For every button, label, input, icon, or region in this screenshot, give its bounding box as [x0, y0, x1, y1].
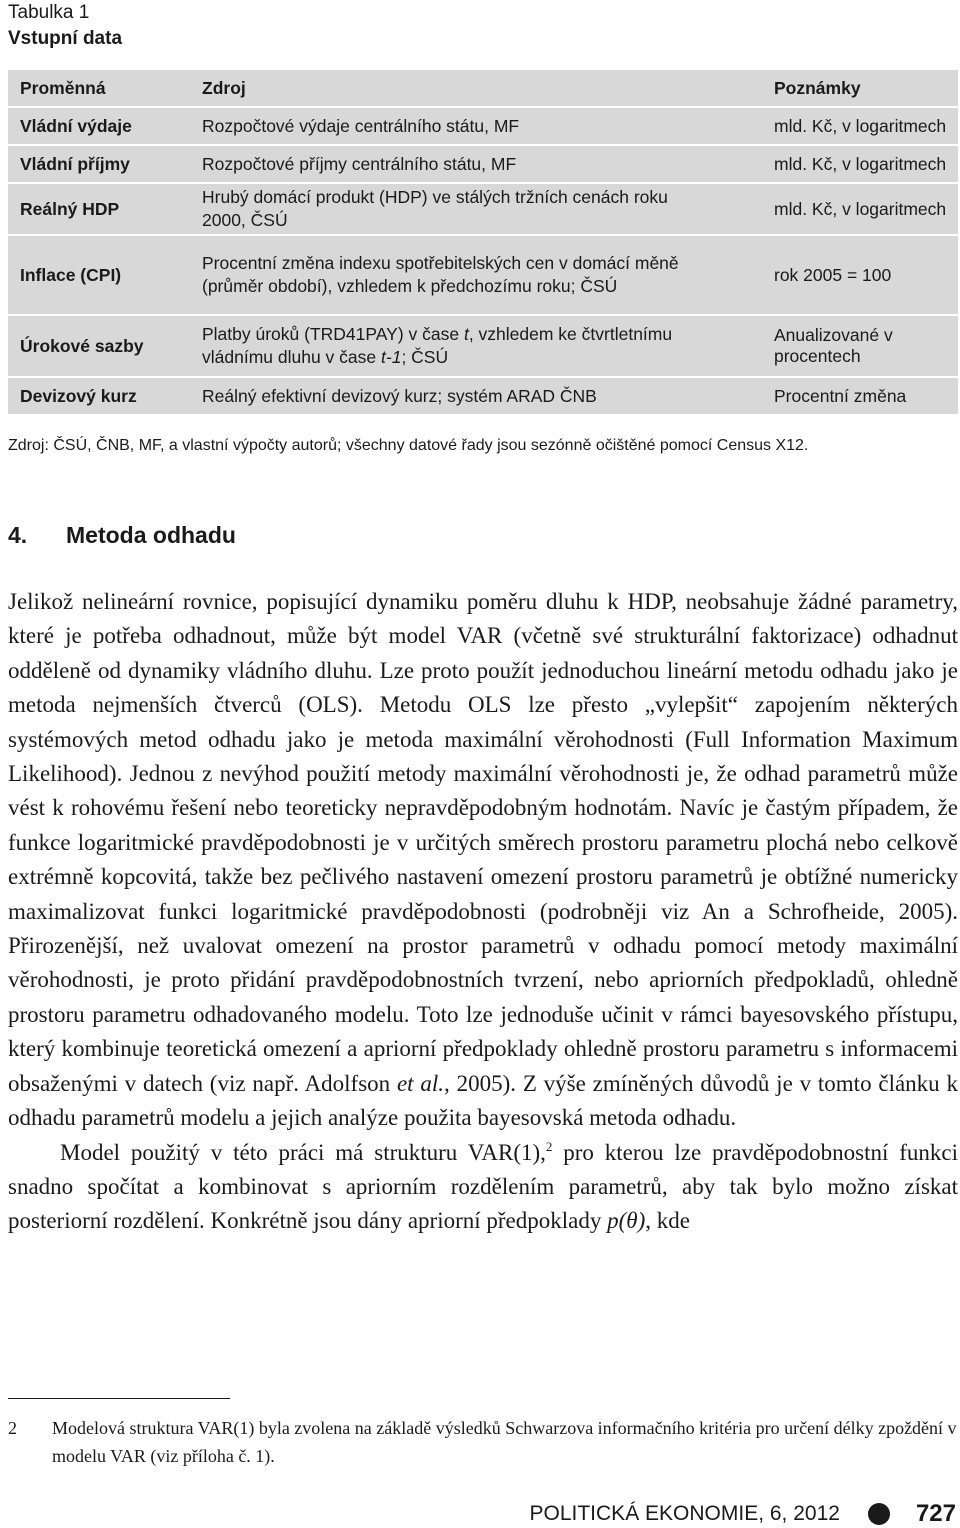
footnote-reference[interactable]: 2: [545, 1138, 553, 1154]
italic-text: et al.: [396, 1070, 445, 1096]
source-text: Platby úroků (TRD41PAY) v čase: [202, 324, 464, 344]
data-table: [8, 70, 958, 416]
running-footer: [530, 1500, 957, 1528]
paragraph-text: , kde: [645, 1208, 690, 1234]
footnote: [8, 1414, 958, 1470]
note-cell: Anualizované v procentech: [762, 315, 958, 377]
note-cell: mld. Kč, v logaritmech: [762, 183, 958, 235]
source-text: ; ČSÚ: [401, 347, 449, 367]
paragraph: [8, 1136, 958, 1239]
time-symbol: t: [463, 324, 469, 344]
journal-name: POLITICKÁ EKONOMIE, 6, 2012: [529, 1502, 840, 1525]
footnote-number: 2: [8, 1418, 17, 1438]
note-cell: rok 2005 = 100: [762, 235, 958, 315]
header-variable: Proměnná: [8, 70, 192, 107]
variable-cell: Vládní příjmy: [8, 145, 192, 183]
paragraph-text: , 2005). Z výše zmíněných důvodů je v tomto článku k odhadu parametrů modelu a jejich analýze použita bayesovská metoda odhadu.: [8, 1070, 958, 1131]
paragraph-text: pro kterou lze pravděpodobnostní funkci snadno spočítat a kombinovat s apriorním rozdělením parametrů, aby tak bylo možno získat posteriorní rozdělení. Konkrétně jsou dány apriorní předpoklady: [8, 1139, 958, 1234]
table-caption: [8, 0, 122, 52]
page-number: 727: [915, 1500, 956, 1527]
body-text: [8, 585, 958, 1239]
source-cell: Rozpočtové výdaje centrálního státu, MF: [192, 107, 762, 145]
variable-cell: Reálný HDP: [8, 183, 192, 235]
math-expression: p(θ): [607, 1208, 646, 1234]
time-symbol: t-1: [381, 347, 402, 367]
paragraph-text: Jelikož nelineární rovnice, popisující dynamiku poměru dluhu k HDP, neobsahuje žádné parametry, které je potřeba odhadnout, může být model VAR (včetně své strukturální faktorizace) odhadnut odděleně od dynamiky vládního dluhu. Lze proto použít jednoduchou lineární metodu odhadu jako je metoda nejmenších čtverců (OLS). Metodu OLS lze přesto „vylepšit“ zapojením některých systémových metod odhadu jako je metoda maximální věrohodnosti (Full Information Maximum Likelihood). Jednou z nevýhod použití metody maximální věrohodnosti je, že odhad parametrů může vést k rohovému řešení nebo teoreticky nepravděpodobným hodnotám. Navíc je častým případem, že funkce logaritmické pravděpodobnosti je v určitých směrech prostoru parametru plochá nebo celkově extrémně kopcovitá, takže bez pečlivého nastavení omezení prostoru parametrů je obtížné numericky maximalizovat funkci logaritmické pravděpodobnosti (podrobněji viz An a Schrofheide, 2005). Přirozenější, než uvalovat omezení na prostor parametrů v odhadu pomocí metody maximální věrohodnosti, je proto přidání pravděpodobnostních tvrzení, nebo apriorních předpokladů, ohledně prostoru parametru odhadovaného modelu. Toto lze jednoduše učinit v rámci bayesovského přístupu, který kombinuje teoretická omezení a apriorní předpoklady ohledně prostoru parametru s informacemi obsaženými v datech (viz např. Adolfson: [8, 589, 958, 1096]
note-cell: mld. Kč, v logaritmech: [762, 145, 958, 183]
source-cell: Rozpočtové příjmy centrálního státu, MF: [192, 145, 762, 183]
table-title: Vstupní data: [8, 28, 123, 49]
variable-cell: Vládní výdaje: [8, 107, 192, 145]
source-cell: Reálný efektivní devizový kurz; systém ARAD ČNB: [192, 377, 762, 415]
source-cell: Procentní změna indexu spotřebitelských cen v domácí měně (průměr období), vzhledem k předchozímu roku; ČSÚ: [192, 235, 762, 315]
table-row: [8, 235, 958, 315]
table-row: [8, 107, 958, 145]
source-cell: Hrubý domácí produkt (HDP) ve stálých tržních cenách roku 2000, ČSÚ: [192, 183, 762, 235]
source-text: , vzhledem ke čtvrtletnímu vládnímu dluhu v čase: [202, 324, 673, 367]
table-row: [8, 183, 958, 235]
table-row: [8, 315, 958, 377]
table-row: [8, 377, 958, 415]
header-source: Zdroj: [192, 70, 762, 107]
header-notes: Poznámky: [762, 70, 958, 107]
variable-cell: Úrokové sazby: [8, 315, 192, 377]
note-cell: Procentní změna: [762, 377, 958, 415]
variable-cell: Inflace (CPI): [8, 235, 192, 315]
paragraph: [8, 585, 958, 1136]
note-cell: mld. Kč, v logaritmech: [762, 107, 958, 145]
section-title: Metoda odhadu: [66, 522, 236, 548]
section-number: 4.: [8, 522, 28, 548]
source-cell: [192, 315, 762, 377]
table-row: [8, 145, 958, 183]
footnote-divider: [8, 1398, 230, 1399]
paragraph-text: Model použitý v této práci má strukturu VAR(1),: [60, 1139, 546, 1165]
table-source-note: Zdroj: ČSÚ, ČNB, MF, a vlastní výpočty autorů; všechny datové řady jsou sezónně očištěné pomocí Census X12.: [8, 437, 809, 454]
variable-cell: Devizový kurz: [8, 377, 192, 415]
footnote-text: Modelová struktura VAR(1) byla zvolena na základě výsledků Schwarzova informačního kritéria pro určení délky zpoždění v modelu VAR (viz příloha č. 1).: [52, 1418, 957, 1466]
table-header-row: [8, 70, 958, 107]
section-heading: [8, 522, 236, 549]
table-label: Tabulka 1: [8, 2, 90, 23]
bullet-icon: [868, 1503, 890, 1525]
